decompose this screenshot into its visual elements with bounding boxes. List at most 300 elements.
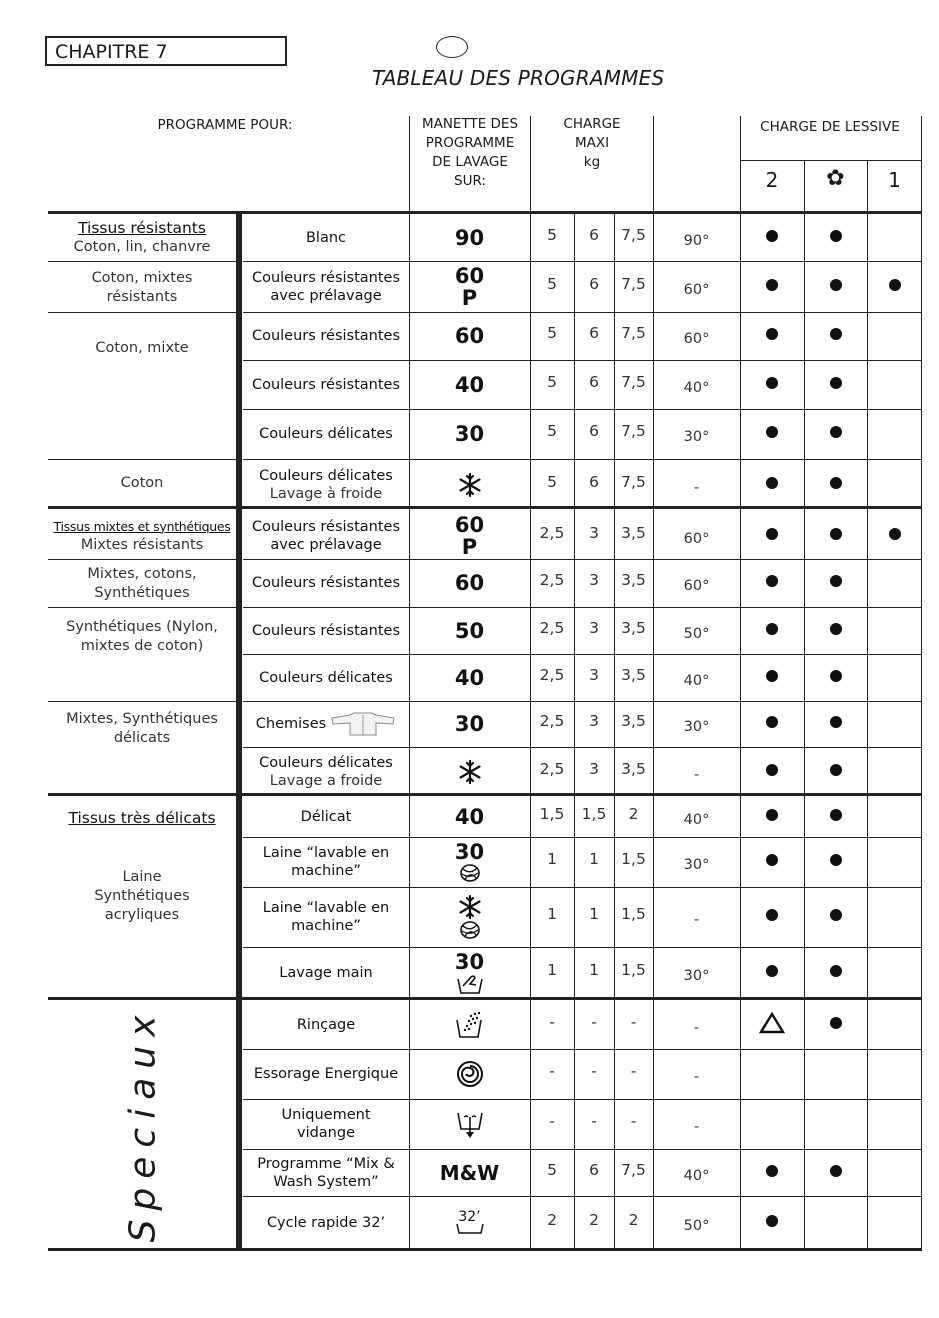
category-text: acryliques — [104, 906, 180, 923]
lessive-1-cell — [867, 513, 922, 554]
programme-cell — [243, 1050, 409, 1098]
temperature-cell — [653, 364, 740, 411]
charge-text: 3 — [589, 523, 599, 542]
lessive-flower-cell — [804, 1002, 867, 1044]
lessive-2-cell — [740, 1050, 804, 1094]
dot-icon — [766, 623, 778, 635]
charge-value — [614, 655, 653, 694]
charge-value — [530, 1150, 574, 1189]
charge-text: - — [630, 1112, 637, 1130]
programme-cell — [243, 313, 409, 359]
category-title: Tissus résistants — [78, 219, 206, 237]
charge-value — [574, 888, 614, 940]
lessive-2-cell — [740, 748, 804, 791]
charge-text: 1,5 — [539, 804, 565, 823]
dot-icon — [830, 1017, 842, 1029]
dial-cell — [409, 1150, 530, 1195]
dial-value: 40 — [454, 372, 485, 397]
charge-text: 5 — [547, 274, 557, 293]
dial-value: 60 — [454, 512, 485, 537]
programme-subname: Lavage a froide — [269, 772, 383, 789]
category-cell — [48, 313, 236, 459]
lessive-1-cell — [867, 838, 922, 882]
dial-prewash: P — [461, 534, 478, 559]
dial-cell — [409, 361, 530, 408]
lessive-flower-cell — [804, 888, 867, 942]
lessive-1-cell — [867, 1050, 922, 1094]
temperature-cell — [653, 1103, 740, 1151]
charge-value — [614, 1050, 653, 1092]
temperature-text: 30° — [683, 719, 710, 735]
temperature-text: 30° — [683, 429, 710, 445]
dial-prewash: P — [461, 285, 478, 310]
charge-value — [614, 888, 653, 940]
dot-icon — [830, 623, 842, 635]
charge-text: 1,5 — [621, 905, 646, 923]
charge-value — [530, 410, 574, 452]
charge-text: 1 — [547, 905, 557, 923]
lessive-flower-cell — [804, 948, 867, 994]
programme-cell — [243, 948, 409, 998]
dot-icon — [830, 528, 842, 540]
temperature-cell — [653, 219, 740, 263]
programme-subname: Lavage à froide — [269, 485, 383, 502]
rinse-icon — [453, 1010, 487, 1040]
category-cell — [48, 608, 236, 702]
charge-text: 2,5 — [539, 665, 565, 684]
drain-icon — [454, 1109, 486, 1139]
charge-value — [574, 513, 614, 552]
temperature-text: - — [693, 766, 700, 783]
charge-text: 6 — [589, 1160, 599, 1179]
header-divider — [530, 116, 531, 214]
charge-value — [530, 797, 574, 830]
charge-text: - — [549, 1112, 555, 1130]
snowflake-icon — [457, 759, 483, 785]
header-manette-line: MANETTE DES — [421, 116, 519, 132]
lessive-flower-cell — [804, 262, 867, 307]
charge-value — [614, 608, 653, 647]
category-text: résistants — [106, 288, 178, 305]
charge-text: 2,5 — [539, 571, 565, 589]
charge-value — [614, 313, 653, 353]
programme-cell — [243, 216, 409, 260]
programme-cell — [243, 838, 409, 886]
dial-value: 30 — [454, 422, 485, 446]
header-divider — [867, 160, 868, 214]
programme-name: Couleurs résistantes — [251, 575, 401, 591]
programme-cell — [243, 513, 409, 558]
programme-name: Couleurs résistantes — [251, 622, 401, 639]
category-cell — [48, 511, 236, 560]
charge-text: 5 — [547, 324, 557, 342]
programme-subname: avec prélavage — [270, 536, 382, 553]
dot-icon — [830, 230, 842, 242]
charge-text: 7,5 — [621, 274, 646, 293]
charge-text: 3 — [589, 618, 599, 637]
dot-icon — [830, 854, 842, 866]
dial-cell — [409, 702, 530, 746]
programme-name: Délicat — [300, 808, 352, 825]
programme-name: Couleurs délicates — [259, 754, 393, 771]
programme-name: Couleurs résistantes — [251, 518, 401, 535]
temperature-cell — [653, 841, 740, 889]
dot-icon — [830, 575, 842, 587]
charge-text: 3 — [589, 759, 599, 778]
programme-name: Couleurs résistantes — [251, 269, 401, 286]
category-text: Coton, mixtes — [91, 269, 193, 286]
category-text: Coton, lin, chanvre — [73, 239, 211, 255]
temperature-text: - — [693, 1069, 700, 1085]
lessive-2-cell — [740, 410, 804, 454]
programme-name: Couleurs résistantes — [251, 328, 401, 344]
dial-value: 40 — [454, 804, 485, 829]
dial-cell — [409, 1197, 530, 1248]
lessive-flower-cell — [804, 702, 867, 742]
charge-value — [530, 1100, 574, 1142]
triangle-icon — [759, 1012, 785, 1034]
charge-value — [574, 1050, 614, 1092]
programme-name: Rinçage — [296, 1017, 356, 1033]
charge-text: 3,5 — [621, 523, 646, 542]
dial-value: 50 — [454, 618, 485, 643]
category-text: Synthétiques — [94, 585, 190, 601]
lessive-1-cell — [867, 888, 922, 942]
programme-subname: machine” — [291, 863, 361, 879]
programme-cell — [243, 560, 409, 606]
charge-text: 6 — [589, 274, 599, 293]
header-charge-lessive: CHARGE DE LESSIVE — [760, 119, 900, 135]
temperature-text: 30° — [683, 968, 710, 984]
charge-text: 3,5 — [621, 571, 646, 589]
charge-text: 1 — [589, 905, 599, 923]
temperature-text: 60° — [683, 331, 710, 347]
lessive-flower-cell — [804, 838, 867, 882]
temperature-cell — [653, 563, 740, 609]
category-title: Tissus très délicats — [68, 809, 216, 827]
header-manette-line: SUR: — [454, 173, 486, 189]
charge-text: 7,5 — [621, 324, 646, 342]
lessive-flower-cell — [804, 361, 867, 404]
category-cell — [48, 214, 236, 262]
category-text: Coton, mixte — [95, 340, 189, 356]
charge-text: 2 — [589, 1210, 599, 1229]
dial-cell — [409, 888, 530, 946]
temperature-cell — [653, 891, 740, 949]
charge-text: 7,5 — [621, 372, 646, 391]
dial-value: 40 — [454, 665, 485, 690]
charge-text: 2,5 — [539, 712, 565, 730]
speciaux-block — [50, 1000, 236, 1248]
charge-text: 3,5 — [621, 759, 646, 778]
charge-text: 1,5 — [581, 804, 607, 823]
programme-name: Laine “lavable en — [262, 845, 390, 861]
temperature-text: 60° — [683, 530, 710, 547]
temperature-text: 60° — [683, 281, 710, 298]
charge-value — [614, 361, 653, 402]
programme-cell — [243, 1197, 409, 1248]
dot-icon — [766, 528, 778, 540]
charge-value — [530, 1197, 574, 1242]
lessive-2-cell — [740, 460, 804, 505]
hand-wash-icon — [455, 973, 485, 995]
charge-text: 1,5 — [621, 961, 646, 979]
header-manette — [410, 115, 530, 191]
charge-value — [530, 460, 574, 503]
header-programme-pour: PROGRAMME POUR: — [157, 117, 293, 133]
header-divider — [740, 116, 741, 214]
category-text: Laine — [122, 868, 162, 885]
charge-text: 3 — [589, 712, 599, 730]
lessive-2-cell — [740, 513, 804, 554]
charge-value — [574, 313, 614, 353]
programme-name: Couleurs délicates — [259, 669, 393, 686]
spin-icon — [455, 1059, 485, 1089]
temperature-text: 40° — [683, 811, 710, 828]
category-divider — [236, 214, 242, 1250]
lessive-1-cell — [867, 560, 922, 602]
charge-value — [574, 608, 614, 647]
charge-text: 2 — [628, 804, 639, 823]
charge-value — [574, 702, 614, 740]
programme-name: Essorage Energique — [253, 1066, 399, 1082]
lessive-flower-cell — [804, 313, 867, 355]
dot-icon — [766, 477, 778, 489]
programme-name: Blanc — [305, 230, 347, 246]
category-text: Mixtes, cotons, — [87, 566, 197, 582]
dot-icon — [766, 279, 778, 291]
charge-value — [614, 948, 653, 992]
temperature-cell — [653, 705, 740, 749]
wool-icon — [459, 863, 481, 883]
lessive-2-cell — [740, 313, 804, 355]
temperature-cell — [653, 316, 740, 362]
charge-text: 7,5 — [621, 226, 646, 244]
charge-value — [574, 1150, 614, 1189]
dot-icon — [766, 328, 778, 340]
category-text: mixtes de coton) — [80, 638, 204, 654]
charge-text: 2,5 — [539, 523, 565, 542]
temperature-text: - — [693, 912, 700, 928]
lessive-1-cell — [867, 797, 922, 832]
dot-icon — [766, 426, 778, 438]
charge-value — [614, 560, 653, 600]
programme-name: Chemises — [255, 716, 327, 732]
lessive-flower-cell — [804, 655, 867, 696]
programme-name: Couleurs délicates — [259, 426, 393, 442]
dot-icon — [830, 670, 842, 682]
dial-value: 32’ — [458, 1208, 481, 1225]
temperature-cell — [653, 751, 740, 798]
dot-icon — [766, 230, 778, 242]
charge-value — [574, 655, 614, 694]
programme-cell — [243, 797, 409, 836]
charge-text: 1,5 — [621, 850, 646, 868]
lessive-1-cell — [867, 1150, 922, 1191]
temperature-cell — [653, 413, 740, 461]
temperature-text: 50° — [683, 1217, 710, 1234]
charge-text: - — [630, 1013, 637, 1031]
charge-value — [530, 888, 574, 940]
dot-icon — [766, 764, 778, 776]
charge-value — [574, 361, 614, 402]
lessive-2-cell — [740, 888, 804, 942]
charge-text: 1 — [547, 850, 557, 868]
dial-value: 90 — [454, 226, 485, 250]
category-cell — [48, 262, 236, 313]
lessive-1-cell — [867, 262, 922, 307]
temperature-text: 40° — [683, 1167, 710, 1184]
charge-text: 3 — [589, 665, 599, 684]
charge-value — [530, 313, 574, 353]
charge-value — [614, 513, 653, 552]
lessive-2-cell — [740, 1197, 804, 1244]
temperature-cell — [653, 658, 740, 703]
dot-icon — [766, 854, 778, 866]
category-text: Mixtes, Synthétiques — [66, 711, 218, 727]
programme-cell — [243, 1150, 409, 1195]
snowflake-icon — [457, 894, 483, 920]
lessive-2-cell — [740, 838, 804, 882]
dot-icon — [830, 377, 842, 389]
charge-text: 7,5 — [621, 422, 646, 440]
charge-value — [614, 1002, 653, 1042]
header-charge-maxi — [531, 115, 653, 172]
charge-text: 5 — [547, 472, 557, 491]
charge-value — [530, 948, 574, 992]
charge-value — [530, 216, 574, 254]
dial-cell — [409, 838, 530, 886]
lessive-flower-cell — [804, 460, 867, 505]
dot-icon — [766, 909, 778, 921]
dot-icon — [766, 965, 778, 977]
programme-cell — [243, 655, 409, 700]
charge-value — [530, 838, 574, 880]
dot-icon — [766, 716, 778, 728]
category-cell — [48, 842, 236, 950]
lessive-flower-cell — [804, 748, 867, 791]
lessive-col-1: 1 — [888, 168, 901, 192]
charge-value — [614, 1150, 653, 1189]
charge-value — [530, 560, 574, 600]
temperature-cell — [653, 951, 740, 1001]
charge-text: 1 — [589, 961, 599, 979]
dial-cell — [409, 797, 530, 836]
charge-value — [530, 513, 574, 552]
dial-value: 30 — [454, 840, 485, 864]
charge-text: - — [591, 1013, 597, 1031]
charge-value — [574, 1197, 614, 1242]
programme-cell — [243, 460, 409, 509]
charge-value — [574, 948, 614, 992]
charge-value — [530, 702, 574, 740]
charge-value — [614, 748, 653, 789]
dial-cell — [409, 1050, 530, 1098]
charge-text: 6 — [589, 324, 599, 342]
lessive-1-cell — [867, 361, 922, 404]
dot-icon — [766, 670, 778, 682]
lessive-2-cell — [740, 560, 804, 602]
speciaux-label: Speciaux — [122, 1006, 164, 1242]
lessive-2-cell — [740, 1100, 804, 1144]
language-oval-icon — [436, 36, 468, 58]
charge-text: 5 — [547, 226, 557, 244]
category-cell — [48, 797, 236, 842]
lessive-2-cell — [740, 216, 804, 256]
charge-value — [614, 216, 653, 254]
charge-text: 1 — [589, 850, 599, 868]
charge-value — [614, 838, 653, 880]
dial-cell — [409, 460, 530, 509]
charge-value — [574, 216, 614, 254]
category-text: délicats — [113, 730, 171, 746]
dial-cell — [409, 313, 530, 359]
temperature-cell — [653, 1053, 740, 1101]
lessive-1-cell — [867, 948, 922, 994]
charge-text: 2,5 — [539, 759, 565, 778]
charge-value — [574, 797, 614, 830]
charge-text: 3,5 — [621, 712, 646, 730]
temperature-text: 40° — [683, 379, 710, 396]
charge-value — [574, 262, 614, 305]
lessive-flower-cell — [804, 1150, 867, 1191]
category-text: Coton — [120, 474, 164, 491]
temperature-cell — [653, 1200, 740, 1251]
dial-cell — [409, 1100, 530, 1148]
programme-cell — [243, 410, 409, 458]
header-divider — [409, 116, 410, 214]
lessive-2-cell — [740, 948, 804, 994]
charge-value — [530, 608, 574, 647]
lessive-2-cell — [740, 702, 804, 742]
dial-value: 60 — [454, 571, 485, 595]
dot-icon — [889, 279, 901, 291]
header-manette-line: PROGRAMME — [425, 135, 515, 151]
charge-value — [614, 702, 653, 740]
dot-icon — [889, 528, 901, 540]
dot-icon — [830, 477, 842, 489]
charge-text: 6 — [589, 422, 599, 440]
charge-text: - — [591, 1112, 597, 1130]
dial-value: 60 — [454, 263, 485, 288]
lessive-flower-cell — [804, 410, 867, 454]
dot-icon — [830, 426, 842, 438]
category-text: Synthétiques — [94, 887, 190, 904]
lessive-flower-cell — [804, 797, 867, 832]
dot-icon — [766, 575, 778, 587]
charge-value — [530, 655, 574, 694]
charge-value — [574, 1100, 614, 1142]
programme-cell — [243, 262, 409, 311]
programme-cell — [243, 1002, 409, 1048]
dot-icon — [830, 909, 842, 921]
temperature-text: 40° — [683, 672, 710, 689]
charge-text: 5 — [547, 422, 557, 440]
dot-icon — [766, 377, 778, 389]
charge-text: 3,5 — [621, 618, 646, 637]
header-charge-line: CHARGE — [563, 116, 621, 132]
programme-name: Laine “lavable en — [262, 900, 390, 916]
charge-value — [614, 262, 653, 305]
lessive-1-cell — [867, 702, 922, 742]
dial-cell — [409, 216, 530, 260]
page-title: TABLEAU DES PROGRAMMES — [372, 66, 665, 90]
lessive-1-cell — [867, 748, 922, 791]
charge-text: 6 — [589, 372, 599, 391]
charge-text: 3 — [589, 571, 599, 589]
dial-cell — [409, 513, 530, 558]
charge-value — [614, 460, 653, 503]
